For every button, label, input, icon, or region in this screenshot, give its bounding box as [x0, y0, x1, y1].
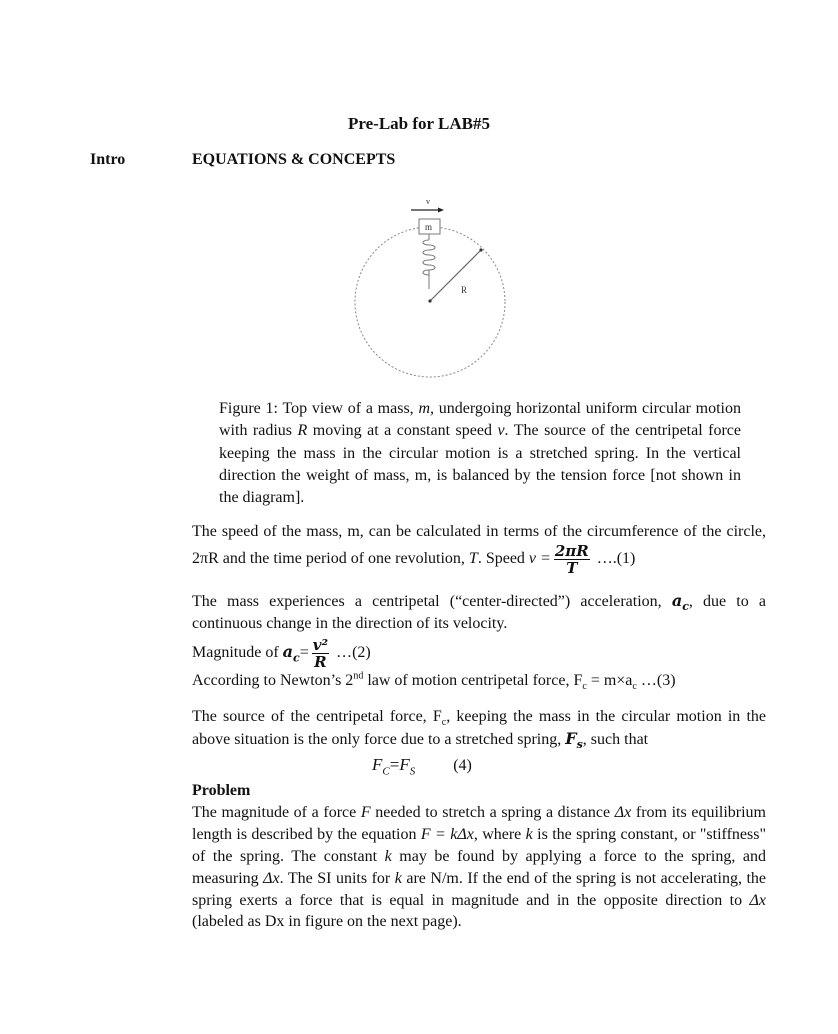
equation-3: According to Newton’s 2nd law of motion centripetal force, $F_c = m\times a_c$ …(3) — [192, 671, 676, 693]
equation-1-lhs: v = — [528, 550, 551, 568]
section-heading: EQUATIONS & CONCEPTS — [192, 151, 396, 168]
side-label: Intro — [90, 151, 126, 168]
paragraph-speed: The speed of the mass, m, can be calculated in terms of the circumference of the circle, 2πR and the time period of one revolution, T. Speed v = $\frac{2\pi R}{T}$ ….(1) — [192, 523, 766, 578]
spring — [423, 234, 435, 289]
figure-caption: Figure 1: Top view of a mass, m, undergoing horizontal uniform circular motion with radius R moving at a constant speed v. The source of the centripetal force keeping the mass in the circular motion is a stretched spring. In the vertical direction the weight of mass, m, is balanced by the tension force [not shown in the diagram]. — [219, 400, 742, 507]
equation-4: $F_C=F_S$ (4) — [372, 755, 472, 778]
equation-2: Magnitude of $a_c=$ $\frac{\text{v²}}{R}$ …(2) — [192, 636, 371, 672]
equation-1-fraction: $\frac{2\pi R}{T}$ — [554, 542, 589, 578]
radius-line — [430, 250, 481, 301]
equation-2-fraction: $\frac{\text{v²}}{R}$ — [312, 636, 329, 672]
problem-heading: Problem — [192, 782, 251, 800]
paragraph-acceleration: The mass experiences a centripetal (“center-directed”) acceleration, $a_c$, due to a continuous change in the direction of its velocity. — [192, 591, 766, 633]
mass-label: m — [425, 222, 433, 232]
center-point — [428, 299, 431, 302]
velocity-label: v — [426, 197, 430, 206]
figure-circular-motion — [330, 180, 530, 395]
paragraph-problem: The magnitude of a force F needed to stretch a spring a distance Δx from its equilibrium length is described by the equation F = kΔx, where k is the spring constant, or "stiffness" of the spring. The constant k may be found by applying a force to the spring, and measuring Δx. The SI units for k are N/m. If the end of the spring is not accelerating, the spring exerts a force that is equal in magnitude and in the opposite direction to Δx (labeled as Dx in figure on the next page). — [192, 804, 767, 931]
equation-4-number: (4) — [453, 757, 472, 775]
velocity-arrowhead — [438, 208, 444, 213]
radius-label: R — [461, 285, 468, 295]
content-flow — [192, 398, 766, 933]
paragraph-source: The source of the centripetal force, $F_c$, keeping the mass in the circular motion in the above situation is the only force due to a stretched spring, $F_s$, such that — [192, 708, 767, 752]
page-title: Pre-Lab for LAB#5 — [348, 114, 490, 133]
radius-end-point — [479, 248, 482, 251]
